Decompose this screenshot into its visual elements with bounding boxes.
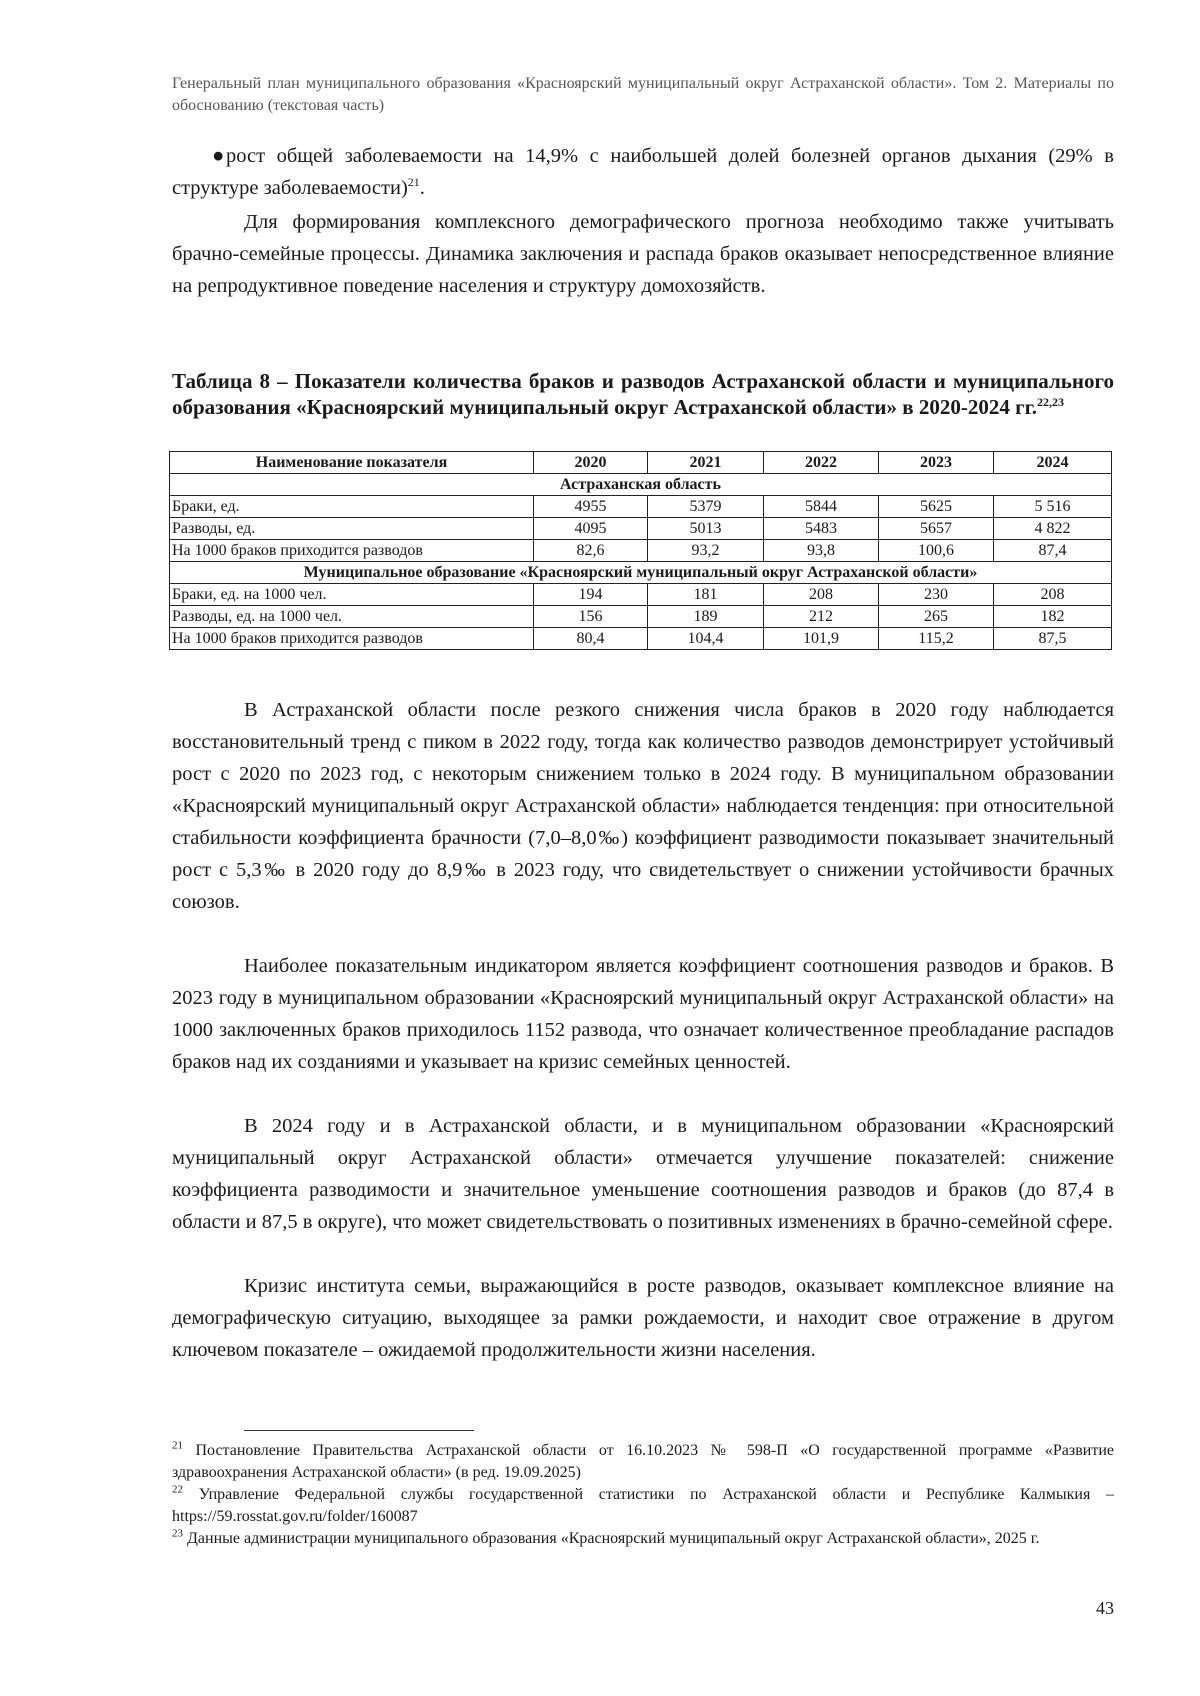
col-header-2020: 2020 xyxy=(534,452,648,474)
table-cell: 80,4 xyxy=(534,628,648,650)
table-row xyxy=(170,606,1112,628)
table-cell: 115,2 xyxy=(879,628,994,650)
table-cell: 5844 xyxy=(764,496,879,518)
table-row xyxy=(170,518,1112,540)
paragraph-family-crisis: Кризис института семьи, выражающийся в росте разводов, оказывает комплексное влияние на демографическую ситуацию, выходящее за рамки рождаемости, и находит свое отражение в другом ключевом показателе – ожидаемой продолжительности жизни населения. xyxy=(172,1275,1114,1361)
table-cell: 208 xyxy=(994,584,1112,606)
table-cell: 181 xyxy=(648,584,764,606)
col-header-indicator: Наименование показателя xyxy=(170,452,534,474)
table-row xyxy=(170,496,1112,518)
col-header-2021: 2021 xyxy=(648,452,764,474)
footnotes xyxy=(172,1440,1114,1550)
table-title xyxy=(172,368,1114,420)
footnote-number: 21 xyxy=(172,1439,183,1452)
table-section-row xyxy=(170,474,1112,496)
footnote-ref-21: 21 xyxy=(407,175,420,190)
footnote-22 xyxy=(172,1484,1114,1528)
section-municipality: Муниципальное образование «Красноярский муниципальный округ Астраханской области» xyxy=(170,562,1112,584)
section-astrakhan-region: Астраханская область xyxy=(170,474,1112,496)
table-row xyxy=(170,628,1112,650)
row-label: Разводы, ед. на 1000 чел. xyxy=(170,606,534,628)
table-cell: 230 xyxy=(879,584,994,606)
table-cell: 5625 xyxy=(879,496,994,518)
table-cell: 5 516 xyxy=(994,496,1112,518)
table-cell: 104,4 xyxy=(648,628,764,650)
page-number: 43 xyxy=(1096,1598,1114,1618)
col-header-2023: 2023 xyxy=(879,452,994,474)
running-header: Генеральный план муниципального образования «Красноярский муниципальный округ Астраханской области». Том 2. Материалы по обоснованию (текстовая часть) xyxy=(172,75,1114,114)
table-cell: 101,9 xyxy=(764,628,879,650)
row-label: На 1000 браков приходится разводов xyxy=(170,540,534,562)
paragraph-marriage-processes: Для формирования комплексного демографического прогноза необходимо также учитывать брачно-семейные процессы. Динамика заключения и распада браков оказывает непосредственное влияние на репродуктивное поведение населения и структуру домохозяйств. xyxy=(172,211,1114,297)
footnote-23 xyxy=(172,1528,1114,1550)
table-cell: 212 xyxy=(764,606,879,628)
table-cell: 93,2 xyxy=(648,540,764,562)
col-header-2024: 2024 xyxy=(994,452,1112,474)
bullet-item xyxy=(172,140,1114,204)
table-cell: 5483 xyxy=(764,518,879,540)
footnote-separator xyxy=(244,1430,474,1431)
table-title-footnote-refs: 22,23 xyxy=(1037,395,1065,409)
bullet-end: . xyxy=(419,177,425,199)
table-cell: 87,5 xyxy=(994,628,1112,650)
table-section-row xyxy=(170,562,1112,584)
table-cell: 100,6 xyxy=(879,540,994,562)
marriages-divorces-table xyxy=(169,451,1112,650)
footnote-text: Постановление Правительства Астраханской области от 16.10.2023 № 598-П «О государственной программе «Развитие здравоохранения Астраханской области» (в ред. 19.09.2025) xyxy=(172,1442,1114,1481)
footnote-21 xyxy=(172,1440,1114,1484)
footnote-text: Данные администрации муниципального образования «Красноярский муниципальный округ Астраханской области», 2025 г. xyxy=(183,1530,1040,1547)
bullet-mark: ● xyxy=(212,145,225,167)
row-label: Разводы, ед. xyxy=(170,518,534,540)
table-cell: 194 xyxy=(534,584,648,606)
table-cell: 4 822 xyxy=(994,518,1112,540)
row-label: Браки, ед. на 1000 чел. xyxy=(170,584,534,606)
table-cell: 87,4 xyxy=(994,540,1112,562)
footnote-number: 22 xyxy=(172,1483,183,1496)
footnote-number: 23 xyxy=(172,1527,183,1540)
table-cell: 156 xyxy=(534,606,648,628)
table-cell: 4955 xyxy=(534,496,648,518)
table-row xyxy=(170,540,1112,562)
table-title-text: Таблица 8 – Показатели количества браков и разводов Астраханской области и муниципального образования «Красноярский муниципальный округ Астраханской области» в 2020-2024 гг. xyxy=(172,369,1114,419)
table-cell: 265 xyxy=(879,606,994,628)
table-cell: 5013 xyxy=(648,518,764,540)
row-label: Браки, ед. xyxy=(170,496,534,518)
table-header-row xyxy=(170,452,1112,474)
paragraph-region-trend: В Астраханской области после резкого снижения числа браков в 2020 году наблюдается восстановительный тренд с пиком в 2022 году, тогда как количество разводов демонстрирует устойчивый рост с 2020 по 2023 год, с некоторым снижением только в 2024 году. В муниципальном образовании «Красноярский муниципальный округ Астраханской области» наблюдается тенденция: при относительной стабильности коэффициента брачности (7,0–8,0‰) коэффициент разводимости показывает значительный рост с 5,3‰ в 2020 году до 8,9‰ в 2023 году, что свидетельствует о снижении устойчивости брачных союзов. xyxy=(172,699,1114,913)
footnote-text: Управление Федеральной службы государственной статистики по Астраханской области и Республике Калмыкия – https://59.rosstat.gov.ru/folder/160087 xyxy=(172,1486,1114,1525)
bullet-text: рост общей заболеваемости на 14,9% с наибольшей долей болезней органов дыхания (29% в структуре заболеваемости) xyxy=(172,145,1114,199)
table-cell: 5657 xyxy=(879,518,994,540)
table-cell: 5379 xyxy=(648,496,764,518)
table-cell: 93,8 xyxy=(764,540,879,562)
table-cell: 189 xyxy=(648,606,764,628)
paragraph-2024-improvement: В 2024 году и в Астраханской области, и в муниципальном образовании «Красноярский муниципальный округ Астраханской области» отмечается улучшение показателей: снижение коэффициента разводимости и значительное уменьшение соотношения разводов и браков (до 87,4 в области и 87,5 в округе), что может свидетельствовать о позитивных изменениях в брачно-семейной сфере. xyxy=(172,1115,1114,1233)
col-header-2022: 2022 xyxy=(764,452,879,474)
row-label: На 1000 браков приходится разводов xyxy=(170,628,534,650)
table-cell: 82,6 xyxy=(534,540,648,562)
table-row xyxy=(170,584,1112,606)
paragraph-ratio-indicator: Наиболее показательным индикатором является коэффициент соотношения разводов и браков. В 2023 году в муниципальном образовании «Красноярский муниципальный округ Астраханской области» на 1000 заключенных браков приходилось 1152 развода, что означает количественное преобладание распадов браков над их созданиями и указывает на кризис семейных ценностей. xyxy=(172,955,1114,1073)
table-cell: 4095 xyxy=(534,518,648,540)
table-cell: 182 xyxy=(994,606,1112,628)
table-cell: 208 xyxy=(764,584,879,606)
